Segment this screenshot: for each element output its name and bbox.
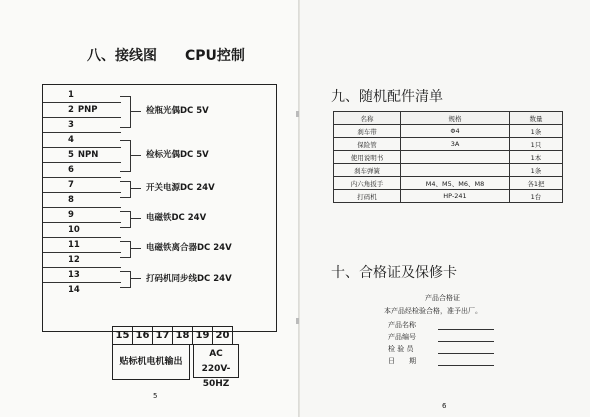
bracket-bottle-sensor [120, 96, 131, 128]
terminal-strip [112, 326, 233, 345]
pin-number: 2 [68, 105, 74, 115]
pin-row [68, 163, 128, 178]
pin-row [68, 148, 128, 163]
part-qty: 1条 [510, 125, 563, 138]
part-spec: 3A [401, 138, 510, 151]
pin-label: NPN [77, 150, 99, 160]
pin-row [68, 118, 128, 133]
terminal-19: 19 [193, 327, 213, 344]
connection-label: 打码机同步线DC 24V [146, 274, 232, 284]
gutter-mark [296, 318, 299, 324]
pin-number: 7 [68, 180, 74, 190]
pin-row [68, 223, 128, 238]
pin-row [68, 103, 128, 118]
pin-label [80, 285, 84, 295]
header-name: 名称 [334, 112, 401, 125]
pin-label [74, 195, 78, 205]
part-name: 刹车带 [334, 125, 401, 138]
part-name: 刹车弹簧 [334, 164, 401, 177]
pin-row [68, 133, 128, 148]
bracket-stem [131, 278, 141, 279]
certificate-field-label: 产品编号 [388, 333, 416, 341]
certificate-field-label: 产品名称 [388, 321, 416, 329]
ac-frequency: 50HZ [202, 379, 230, 389]
certificate-field-line [438, 353, 494, 354]
pin-label [74, 135, 78, 145]
connection-label: 电磁铁DC 24V [146, 213, 207, 223]
part-spec [401, 151, 510, 164]
pin-row [68, 88, 128, 103]
motor-output-box: 贴标机电机输出 [112, 344, 190, 380]
connection-label: 电磁铁离合器DC 24V [146, 243, 232, 253]
table-row [334, 151, 563, 164]
bracket-stem [131, 188, 141, 189]
part-qty: 各1把 [510, 177, 563, 190]
bracket-power-supply [120, 181, 131, 198]
certificate-field-label: 检 验 员 [388, 345, 414, 353]
right-page [300, 0, 590, 417]
certificate-title: 十、合格证及保修卡 [331, 265, 457, 281]
pin-label [74, 180, 78, 190]
bracket-solenoid [120, 211, 131, 228]
pin-number: 13 [68, 270, 80, 280]
pin-number: 6 [68, 165, 74, 175]
pin-number: 10 [68, 225, 80, 235]
pin-number: 12 [68, 255, 80, 265]
certificate-field-line [438, 329, 494, 330]
pin-row [68, 268, 128, 283]
part-name: 使用说明书 [334, 151, 401, 164]
part-spec: M4、M5、M6、M8 [401, 177, 510, 190]
terminal-15: 15 [113, 327, 133, 344]
part-qty: 1条 [510, 164, 563, 177]
terminal-18: 18 [173, 327, 193, 344]
pin-number: 4 [68, 135, 74, 145]
pin-label [80, 225, 84, 235]
parts-table [333, 111, 563, 203]
pin-number: 11 [68, 240, 80, 250]
pin-number: 8 [68, 195, 74, 205]
header-spec: 规格 [401, 112, 510, 125]
pin-number: 5 [68, 150, 74, 160]
connection-label: 检标光偶DC 5V [146, 150, 209, 160]
page-number-right: 6 [442, 402, 447, 410]
page-number-left: 5 [153, 392, 158, 400]
pin-row [68, 238, 128, 253]
bracket-clutch [120, 241, 131, 258]
wiring-diagram-title: 八、接线图 CPU控制 [87, 48, 245, 64]
ac-voltage: AC 220V- [201, 349, 231, 374]
part-name: 内六角扳手 [334, 177, 401, 190]
pin-label [74, 90, 78, 100]
pin-label [74, 165, 78, 175]
part-name: 打码机 [334, 190, 401, 203]
bracket-stem [131, 111, 141, 112]
table-row [334, 177, 563, 190]
terminal-16: 16 [133, 327, 153, 344]
pin-number: 14 [68, 285, 80, 295]
part-qty: 1只 [510, 138, 563, 151]
bracket-coder-sync [120, 271, 131, 288]
pin-label [80, 270, 84, 280]
pin-label: PNP [77, 105, 98, 115]
bracket-stem [131, 218, 141, 219]
pin-row [68, 208, 128, 223]
bracket-stem [131, 248, 141, 249]
pin-label [80, 240, 84, 250]
terminal-20: 20 [215, 330, 230, 341]
parts-list-title: 九、随机配件清单 [331, 89, 443, 105]
part-name: 保险管 [334, 138, 401, 151]
terminal-17: 17 [153, 327, 173, 344]
pin-label [80, 255, 84, 265]
pin-row [68, 253, 128, 268]
connection-label: 开关电源DC 24V [146, 183, 215, 193]
bracket-label-sensor [120, 140, 131, 172]
certificate-heading: 产品合格证 [425, 294, 460, 302]
pin-number: 9 [68, 210, 74, 220]
ac-input-box [193, 344, 239, 389]
table-row [334, 138, 563, 151]
pin-row [68, 193, 128, 208]
connection-label: 检瓶光偶DC 5V [146, 106, 209, 116]
pin-label [74, 210, 78, 220]
table-header-row [334, 112, 563, 125]
pin-number: 3 [68, 120, 74, 130]
part-spec [401, 164, 510, 177]
part-qty: 1本 [510, 151, 563, 164]
table-row [334, 164, 563, 177]
pin-label [74, 120, 78, 130]
pin-number: 1 [68, 90, 74, 100]
header-qty: 数量 [510, 112, 563, 125]
certificate-field-line [438, 365, 494, 366]
pin-row [68, 178, 128, 193]
certificate-field-label: 日 期 [388, 357, 416, 365]
pin-row [68, 283, 128, 298]
part-spec: HP-241 [401, 190, 510, 203]
certificate-statement: 本产品经检验合格，准予出厂。 [384, 307, 482, 315]
table-row [334, 125, 563, 138]
gutter-mark [296, 111, 299, 117]
bracket-stem [131, 155, 141, 156]
part-qty: 1台 [510, 190, 563, 203]
certificate-field-line [438, 341, 494, 342]
part-spec: Φ4 [401, 125, 510, 138]
table-row [334, 190, 563, 203]
